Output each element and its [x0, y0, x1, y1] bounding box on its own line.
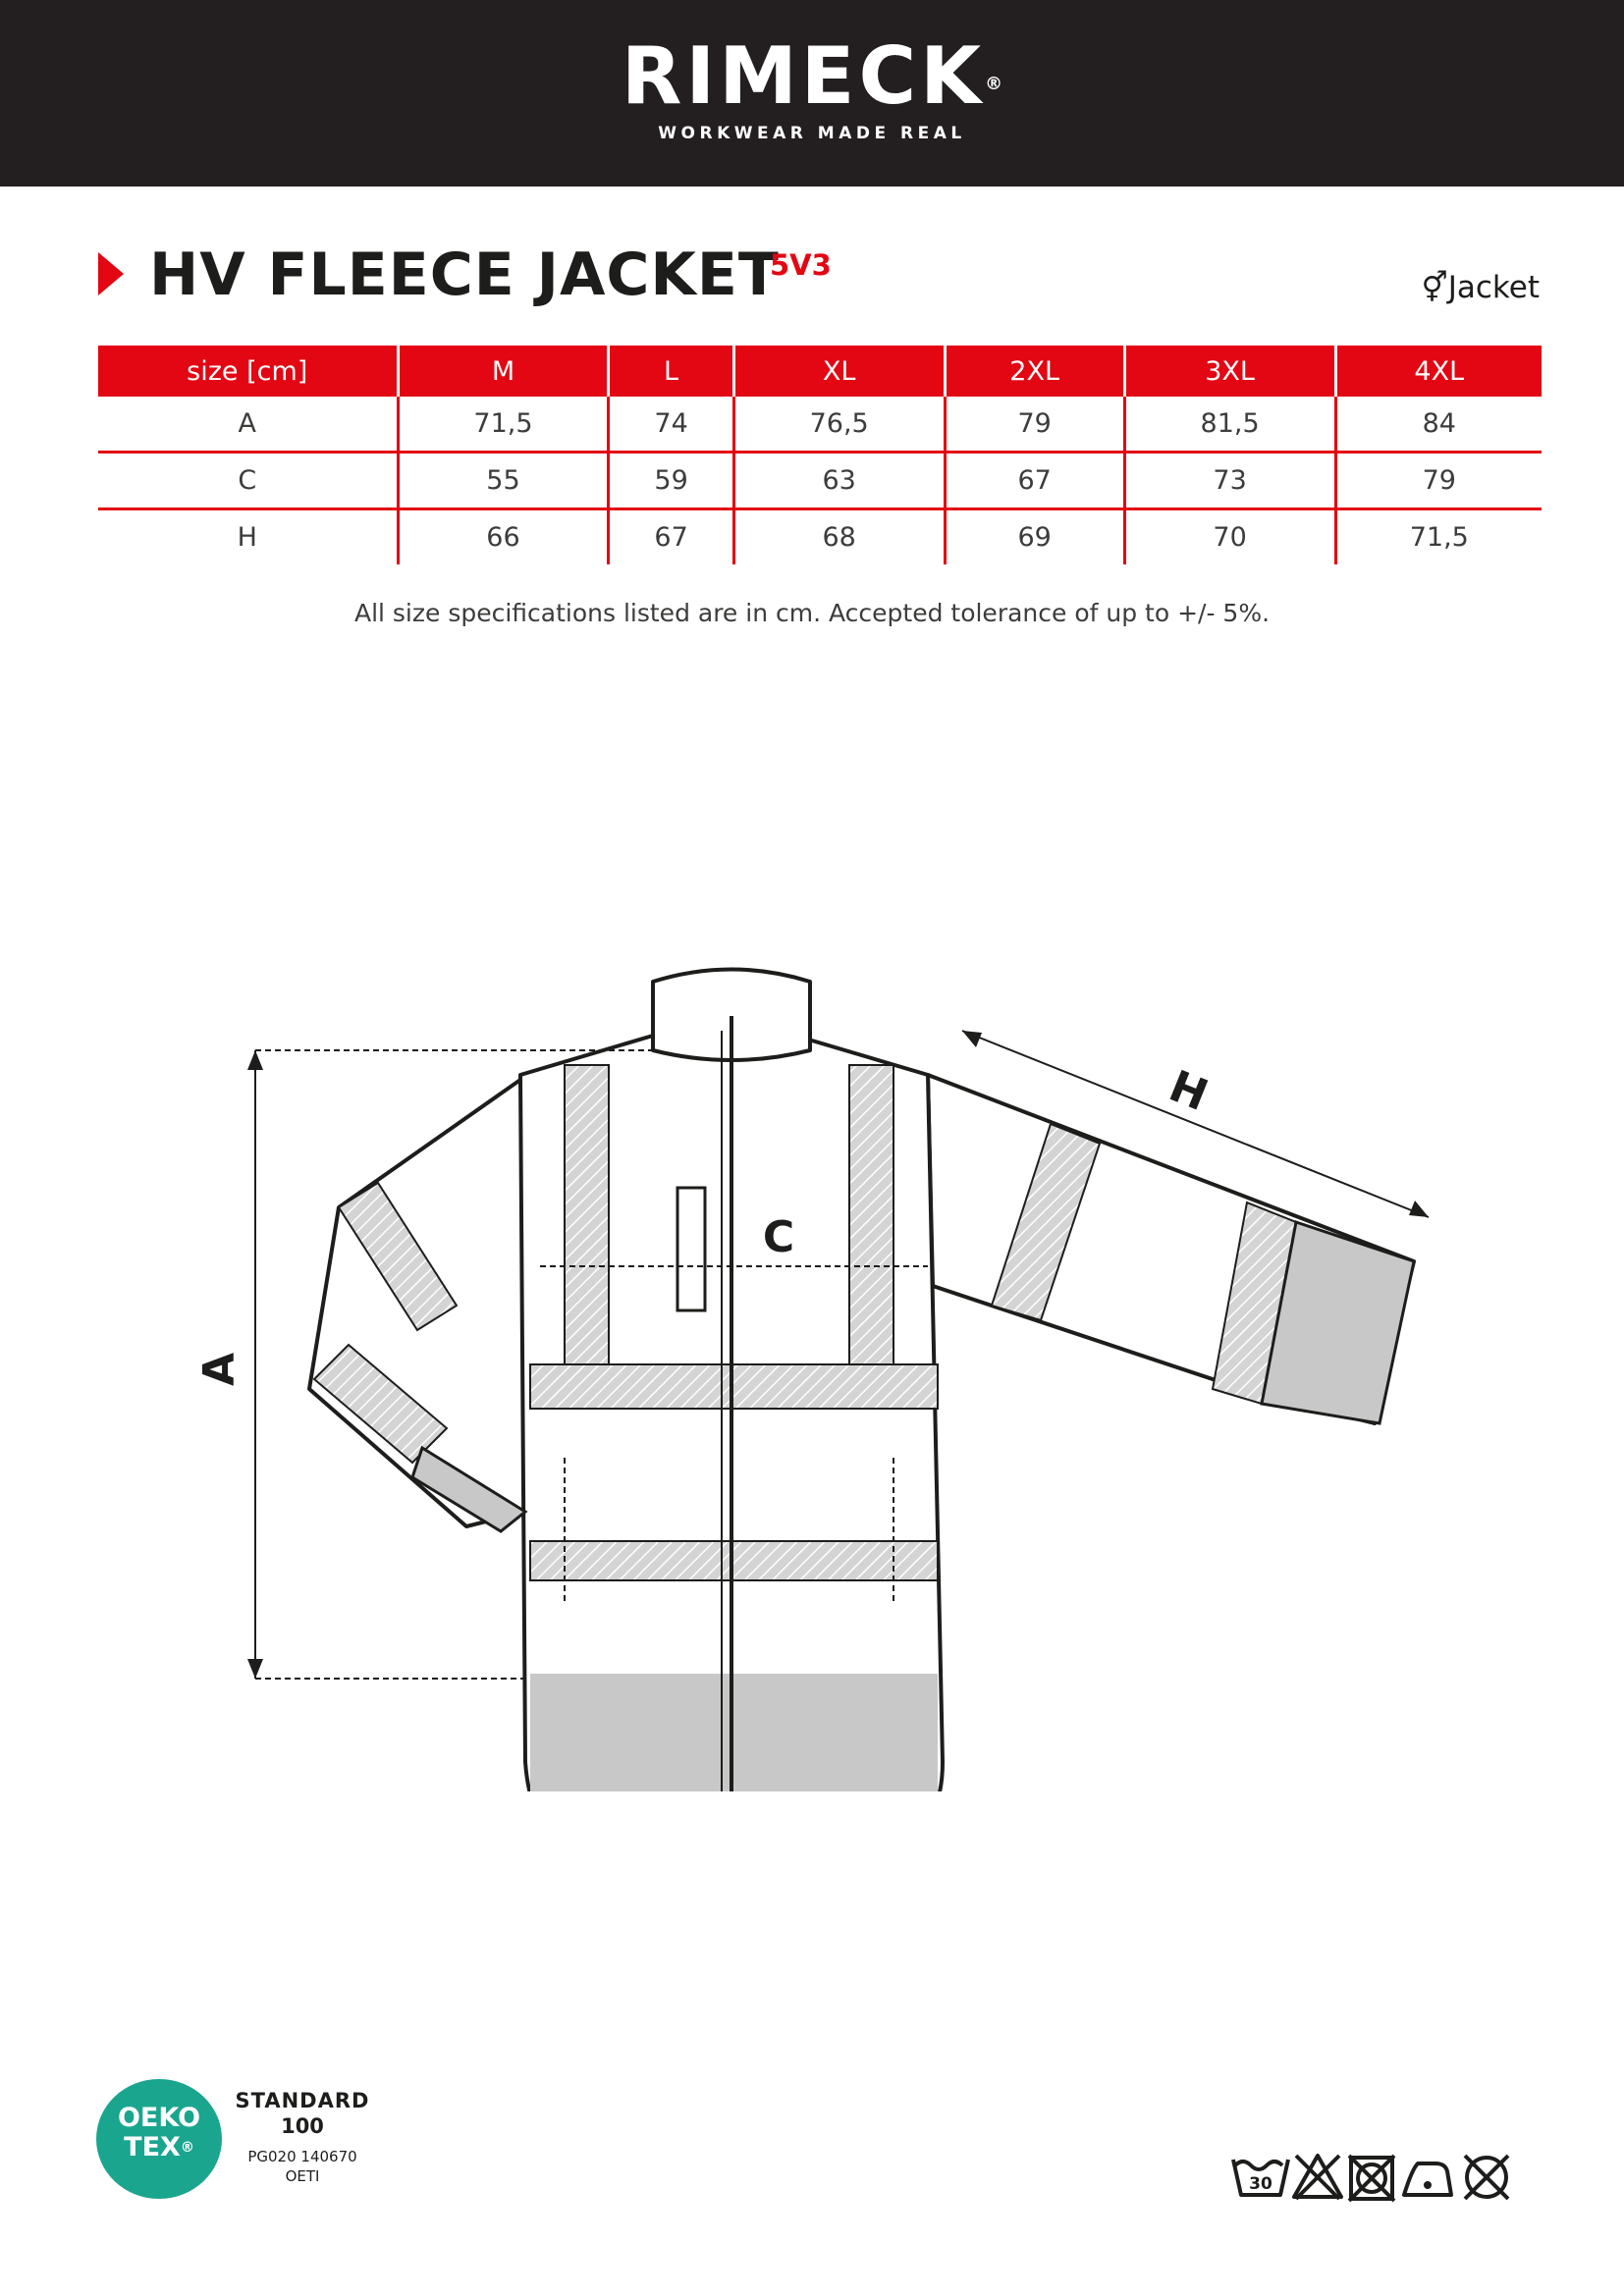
reflective-stripe	[530, 1364, 938, 1409]
logo-text: RIMECK	[621, 30, 986, 122]
table-cell: H	[237, 522, 257, 553]
registered-mark: ®	[985, 74, 1003, 94]
table-cell: 71,5	[398, 397, 609, 453]
iron-low-icon	[1404, 2163, 1451, 2195]
reflective-stripe	[849, 1065, 893, 1374]
table-cell: 74	[609, 397, 733, 453]
table-cell: 84	[1335, 397, 1542, 453]
table-cell: 79	[1335, 453, 1542, 509]
brand-logo	[0, 30, 1624, 122]
oeko-tex-badge	[96, 2079, 222, 2199]
table-cell: 63	[733, 453, 945, 509]
table-row	[98, 509, 1542, 565]
product-code: 5V3	[770, 248, 832, 282]
size-header-row	[98, 346, 1542, 397]
oeko-tex-text: TEX	[124, 2132, 181, 2163]
size-header-cell: L	[609, 346, 733, 397]
size-header-cell: 4XL	[1335, 346, 1542, 397]
wash-temperature: 30	[1249, 2174, 1272, 2194]
size-header-cell: 2XL	[945, 346, 1124, 397]
care-symbols	[1229, 2150, 1524, 2205]
size-header-cell: size [cm]	[98, 346, 398, 397]
size-table	[98, 346, 1542, 564]
testing-institute: OETI	[285, 2167, 320, 2185]
oeko-line2	[96, 2134, 222, 2162]
table-cell: 55	[398, 453, 609, 509]
dimension-label-h: H	[1162, 1061, 1216, 1122]
jacket-diagram	[187, 957, 1463, 1791]
no-bleach-icon	[1294, 2156, 1341, 2199]
gender-category	[1422, 270, 1540, 305]
table-cell: 59	[609, 453, 733, 509]
standard-label: STANDARD	[235, 2089, 370, 2112]
table-cell: 76,5	[733, 397, 945, 453]
table-cell: 66	[398, 509, 609, 565]
brand-header	[0, 0, 1624, 187]
unisex-icon: ⚥	[1421, 271, 1448, 305]
size-header-cell: M	[398, 346, 609, 397]
table-cell: 67	[609, 509, 733, 565]
tolerance-note: All size specifications listed are in cm. Accepted tolerance of up to +/- 5%.	[353, 599, 1271, 627]
table-cell: 67	[945, 453, 1124, 509]
table-cell: 81,5	[1124, 397, 1335, 453]
table-cell: 69	[945, 509, 1124, 565]
certificate-number: PG020 140670	[247, 2148, 357, 2165]
dimension-label-c: C	[762, 1212, 795, 1262]
table-cell: A	[98, 397, 398, 453]
no-tumble-dry-icon	[1349, 2156, 1394, 2201]
oeko-standard-block	[234, 2089, 371, 2185]
size-header-cell: XL	[733, 346, 945, 397]
oeko-line1: OEKO	[117, 2103, 201, 2133]
reflective-stripe	[530, 1541, 938, 1580]
table-row	[98, 453, 1542, 509]
table-row	[98, 397, 1542, 453]
reflective-stripe	[565, 1065, 609, 1374]
no-dry-clean-icon	[1465, 2156, 1508, 2199]
product-title: HV FLEECE JACKET	[149, 240, 780, 309]
standard-number: 100	[281, 2114, 324, 2138]
oeko-reg-mark: ®	[180, 2140, 194, 2156]
dimension-label-a: A	[194, 1352, 244, 1387]
title-arrow-icon	[98, 252, 124, 295]
category-label: Jacket	[1447, 270, 1540, 305]
table-cell: 79	[945, 397, 1124, 453]
brand-tagline: WORKWEAR MADE REAL	[658, 124, 966, 143]
table-cell: 73	[1124, 453, 1335, 509]
size-header-cell: 3XL	[1124, 346, 1335, 397]
table-cell: C	[98, 453, 398, 509]
table-cell: 71,5	[1335, 509, 1542, 565]
table-cell: 68	[733, 509, 945, 565]
table-cell: 70	[1124, 509, 1335, 565]
wash-30-icon	[1233, 2160, 1288, 2195]
